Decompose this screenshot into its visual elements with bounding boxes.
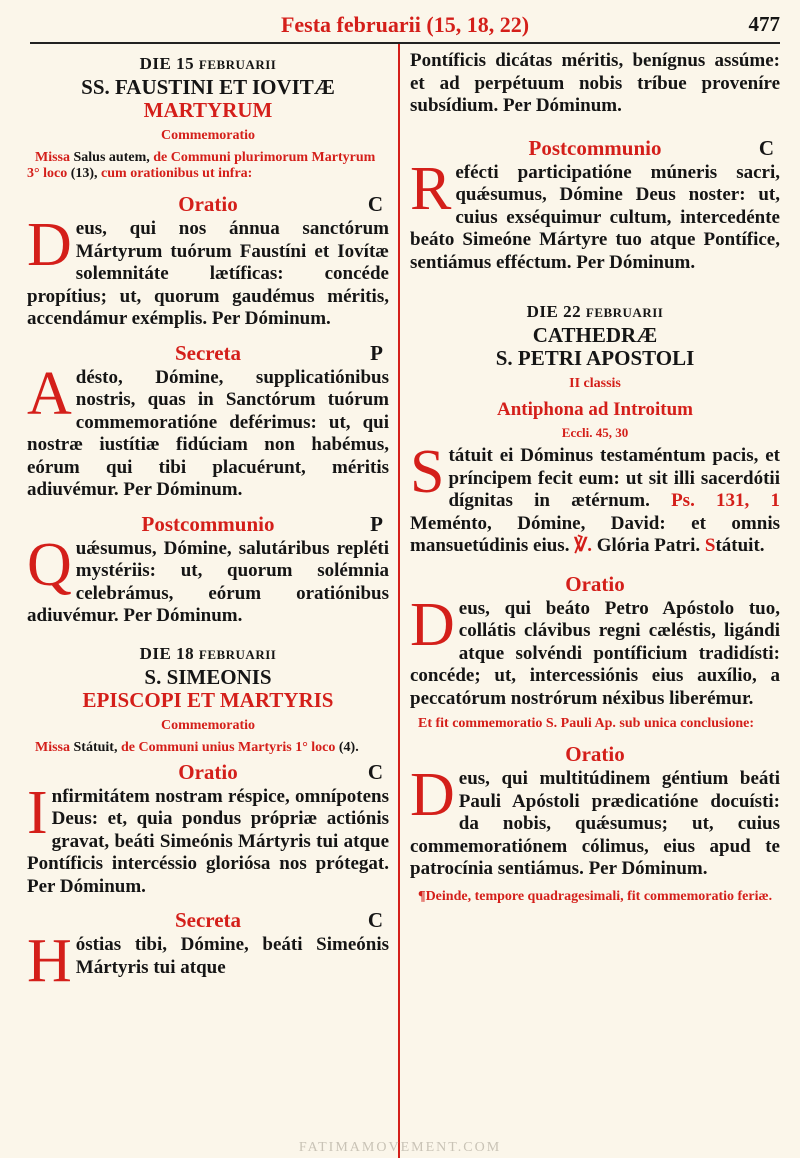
- page-header: [30, 8, 780, 44]
- right-column: [410, 50, 780, 1158]
- drop-cap: D: [27, 211, 72, 279]
- drop-cap: H: [27, 927, 72, 995]
- feast-title-petri: S. PETRI APOSTOLI: [495, 346, 695, 370]
- missa-rubric-15: Missa Salus autem, de Communi plurimorum Martyrum 3° loco (13), cum orationibus ut infra:: [27, 150, 376, 181]
- drop-cap: Q: [27, 530, 72, 599]
- feast-title-cathedrae: CATHEDRÆ: [532, 323, 658, 347]
- oratio-text-22: Deus, qui beáto Petro Apóstolo tuo, collátis clávibus regni cæléstis, ligándi atque solvéndi pontíficium tradidísti: concéde; ut, intercessiónis eius auxílio, a peccatórum nostrórum néxibus liberémur.: [410, 590, 780, 709]
- secreta-heading-15: Secreta P: [174, 340, 383, 365]
- ecclus-reference: Eccli. 45, 30: [561, 425, 629, 440]
- introit-text: Státuit ei Dóminus testaméntum pacis, et príncipem fecit eum: ut sit illi sacerdótii dígnitas in ætérnum. Ps. 131, 1 Meménto, Dómine, David: et omnis mansuetúdinis eius. ℣. Glória Patri. Státuit.: [410, 438, 781, 556]
- watermark: FATIMAMOVEMENT.COM: [298, 1140, 502, 1155]
- day-heading-15: DIE 15 FEBRUARII: [139, 54, 277, 73]
- secreta-text-15: Adésto, Dómine, supplicatiónibus nostris, quas in Sanctórum tuórum commemoratióne deférimus: ut, qui nostræ iustítiæ fidúciam non habémus, eórum qui tibi placuérunt, méritis adiuvémur. Per Dóminum.: [27, 359, 389, 500]
- oratio-text-18: Infirmitátem nostram réspice, omnípotens Deus: et, quia pondus própriæ actiónis gravat, beáti Simeónis Mártyris tui atque Pontíficis intercéssio gloriósa nos prótegat. Per Dóminum.: [27, 778, 389, 897]
- secreta-continuation: Pontíficis dicátas méritis, benígnus assúme: et ad perpétuum nobis tríbue proveníre subsídium. Per Dóminum.: [410, 50, 780, 116]
- postcommunio-text-18: Refécti participatióne múneris sacri, quǽsumus, Dómine Deus noster: ut, cuius exséquimur cultum, intercedénte beáto Simeóne Mártyre tuo atque Pontífice, sentiámus efféctum. Per Dóminum.: [410, 154, 780, 273]
- feast-title-simeonis: S. SIMEONIS: [144, 664, 272, 689]
- feast-title-faustini: SS. FAUSTINI ET IOVITÆ: [81, 75, 335, 99]
- secreta-text-18: Hóstias tibi, Dómine, beáti Simeónis Mártyris tui atque: [27, 927, 389, 995]
- postcommunio-heading-15: Postcommunio P: [141, 511, 383, 536]
- oratio-text-15: Deus, qui nos ánnua sanctórum Mártyrum tuórum Faustíni et Iovítæ solemnitáte lætíficas: concéde propítius; ut, quorum gaudémus méritis, accendámur exémplis. Per Dóminum.: [27, 211, 389, 329]
- column-divider: [398, 44, 400, 1158]
- secreta-heading-18: Secreta C: [174, 908, 383, 932]
- final-rubric: ¶Deinde, tempore quadragesimali, fit commemoratio feriæ.: [418, 888, 773, 904]
- classis-label: II classis: [569, 376, 621, 391]
- antiphona-heading: Antiphona ad Introitum: [496, 399, 694, 420]
- day-heading-18: DIE 18 FEBRUARII: [139, 643, 277, 663]
- drop-cap: R: [410, 154, 452, 223]
- oratio-heading-pauli: Oratio: [565, 742, 625, 766]
- oratio-text-pauli: Deus, qui multitúdinem géntium beáti Pauli Apóstoli prædicatióne docuísti: da nobis, quǽsumus; ut, cuius commemoratiónem cólimus, eius apud te patrocínia sentiámus. Per Dóminum.: [410, 761, 780, 879]
- feast-subtitle-martyrum: MARTYRUM: [143, 98, 273, 122]
- missa-rubric-18: Missa Státuit, de Communi unius Martyris 1° loco (4).: [35, 739, 359, 755]
- running-title: Festa februarii (15, 18, 22): [280, 12, 530, 37]
- oratio-heading-15: Oratio C: [178, 192, 383, 216]
- commemoration-rubric: Et fit commemoratio S. Pauli Ap. sub unica conclusione:: [418, 716, 755, 731]
- feast-subtitle-episcopi: EPISCOPI ET MARTYRIS: [82, 687, 334, 712]
- commemoratio-label: Commemoratio: [160, 128, 256, 143]
- oratio-heading-22: Oratio: [565, 571, 625, 596]
- day-heading-22: DIE 22 FEBRUARII: [526, 302, 664, 321]
- commemoratio-label-18: Commemoratio: [160, 717, 256, 733]
- oratio-heading-18: Oratio C: [178, 759, 383, 784]
- drop-cap: D: [410, 590, 455, 659]
- drop-cap: I: [27, 778, 48, 847]
- drop-cap: A: [27, 359, 72, 428]
- drop-cap: S: [410, 438, 445, 506]
- page-number: 477: [748, 12, 780, 36]
- postcommunio-heading-18: Postcommunio C: [528, 135, 774, 160]
- postcommunio-text-15: Quǽsumus, Dómine, salutáribus repléti mystériis: ut, quorum solémnia celebrámus, eórum oratiónibus adiuvémur. Per Dóminum.: [27, 530, 389, 626]
- left-column: [27, 50, 389, 1158]
- pilcrow-icon: ¶: [418, 888, 426, 904]
- drop-cap: D: [410, 761, 455, 829]
